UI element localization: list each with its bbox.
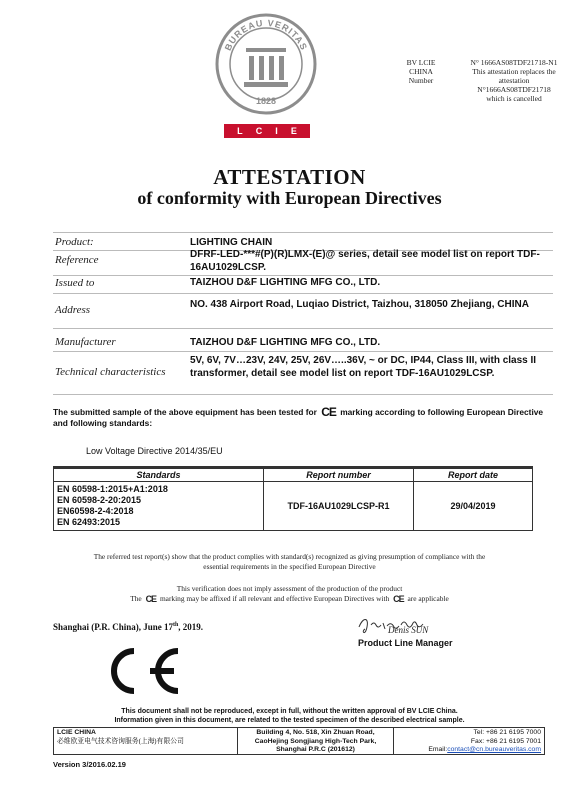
address-line: CaoHejing Songjiang High-Tech Park,	[254, 737, 377, 745]
ordinal-suffix: th	[172, 622, 179, 628]
seal-year: 1828	[255, 96, 277, 106]
note-text: marking may be affixed if all relevant and effective European Directives with	[159, 593, 390, 603]
ce-inline-mark: CE	[393, 593, 404, 604]
divider	[53, 293, 553, 294]
technical-characteristics-value: 5V, 6V, 7V…23V, 24V, 25V, 26V…..36V, ~ or DC, IP44, Class III, with class II transformer, detail see model list on report TDF-16AU1029LCSP.	[190, 355, 537, 379]
seal-ring-text: BUREAU VERITAS	[222, 17, 310, 53]
column-header: Report number	[264, 469, 414, 482]
document-title: ATTESTATION	[213, 165, 366, 189]
note-line: essential requirements in the specified European Directive	[203, 561, 376, 571]
note-line: This verification does not imply assessment of the production of the product	[176, 584, 403, 593]
tel: Tel: +86 21 6195 7000	[473, 729, 541, 736]
standards-table	[53, 468, 533, 531]
ref-line: attestation	[498, 76, 530, 85]
lcie-letter: L	[237, 126, 243, 136]
address-line: Shanghai P.R.C (201612)	[276, 746, 355, 753]
note-text: The	[130, 593, 142, 603]
signer-name: Denis SUN	[388, 625, 429, 635]
product-label: Product:	[55, 236, 94, 248]
email-label: Email:	[428, 746, 448, 753]
email-link[interactable]: contact@cn.bureauveritas.com	[447, 746, 541, 753]
standard-item: EN60598-2-4:2018	[57, 506, 134, 516]
issued-to-label: Issued to	[55, 277, 95, 289]
company-name: LCIE CHINA	[57, 729, 96, 736]
ce-inline-mark: CE	[145, 593, 157, 604]
product-value: LIGHTING CHAIN	[190, 237, 273, 248]
lcie-letter: I	[275, 126, 278, 136]
statement-text: The submitted sample of the above equipment has been tested for	[53, 407, 317, 417]
ref-line: N°1666AS08TDF21718	[477, 85, 551, 94]
address-line: Building 4, No. 518, Xin Zhuan Road,	[256, 729, 375, 736]
column-header: Report date	[414, 469, 533, 482]
directive-name: Low Voltage Directive 2014/35/EU	[86, 446, 223, 456]
divider	[53, 328, 553, 329]
standard-item: EN 60598-1:2015+A1:2018	[57, 484, 168, 494]
compliance-note	[30, 552, 549, 571]
ref-label-line: Number	[408, 76, 434, 85]
divider	[53, 351, 553, 352]
standard-item: EN 60598-2-20:2015	[57, 495, 142, 505]
place-date-text: Shanghai (P.R. China), June 17	[53, 622, 173, 632]
technical-characteristics-label: Technical characteristics	[55, 366, 166, 378]
divider	[53, 275, 553, 276]
ref-line: This attestation replaces the	[472, 67, 556, 76]
manufacturer-value: TAIZHOU D&F LIGHTING MFG CO., LTD.	[190, 337, 381, 348]
report-date-cell: 29/04/2019	[414, 482, 533, 531]
footer-contact	[394, 728, 544, 754]
lcie-logo-bar	[224, 124, 310, 138]
ref-label-line: CHINA	[409, 67, 433, 76]
note-line	[30, 594, 549, 605]
standard-item: EN 62493:2015	[57, 517, 121, 527]
place-date-text: , 2019.	[178, 622, 204, 632]
verification-note	[30, 584, 549, 604]
document-subtitle: of conformity with European Directives	[137, 188, 442, 208]
address-value: NO. 438 Airport Road, Luqiao District, Taizhou, 318050 Zhejiang, CHINA	[190, 299, 529, 310]
disclaimer-line: Information given in this document, are related to the tested specimen of the described electrical sample.	[114, 717, 465, 724]
footer-company	[54, 728, 238, 754]
document-version: Version 3/2016.02.19	[53, 760, 126, 769]
report-number-cell: TDF-16AU1029LCSP-R1	[264, 482, 414, 531]
address-label: Address	[55, 304, 91, 316]
reference-label: Reference	[55, 254, 99, 266]
company-name-cn: 必维欧亚电气技术咨询服务(上海)有限公司	[57, 737, 184, 745]
ref-number-block	[452, 58, 576, 103]
table-row	[54, 482, 533, 531]
ce-inline-mark: CE	[321, 405, 336, 419]
ref-label-line: BV LCIE	[406, 58, 436, 67]
lcie-letter: E	[290, 126, 297, 136]
test-statement	[53, 407, 558, 429]
standards-cell	[54, 482, 264, 531]
note-text: are applicable	[407, 593, 449, 603]
manufacturer-label: Manufacturer	[55, 336, 116, 348]
table-header-row	[54, 469, 533, 482]
issued-to-value: TAIZHOU D&F LIGHTING MFG CO., LTD.	[190, 277, 381, 288]
bureau-veritas-seal-logo	[214, 12, 318, 116]
place-and-date	[53, 622, 203, 632]
ce-mark-logo	[100, 645, 186, 697]
footer-disclaimer	[30, 707, 549, 725]
svg-text:BUREAU VERITAS	[223, 18, 310, 52]
ref-line: which is cancelled	[486, 94, 542, 103]
divider	[53, 394, 553, 395]
lcie-letter: C	[255, 126, 263, 136]
fax: Fax: +86 21 6195 7001	[470, 737, 541, 745]
footer-contact-box	[53, 727, 545, 755]
footer-address	[238, 728, 394, 754]
ref-label-block	[389, 58, 453, 85]
email-line	[397, 746, 541, 755]
reference-value: DFRF-LED-***#(P)(R)LMX-(E)@ series, detail see model list on report TDF-16AU1029LCSP.	[190, 249, 540, 273]
signer-role: Product Line Manager	[358, 638, 453, 648]
ref-number: N° 1666AS08TDF21718-N1	[470, 58, 558, 67]
column-header: Standards	[54, 469, 264, 482]
statement-text: marking according to following European Directive and following standards:	[53, 407, 544, 428]
disclaimer-line: This document shall not be reproduced, except in full, without the written approval of BV LCIE China.	[121, 708, 458, 715]
note-line: The referred test report(s) show that the product complies with standard(s) recognized as giving presumption of compliance with the	[93, 552, 486, 561]
divider	[53, 232, 553, 233]
